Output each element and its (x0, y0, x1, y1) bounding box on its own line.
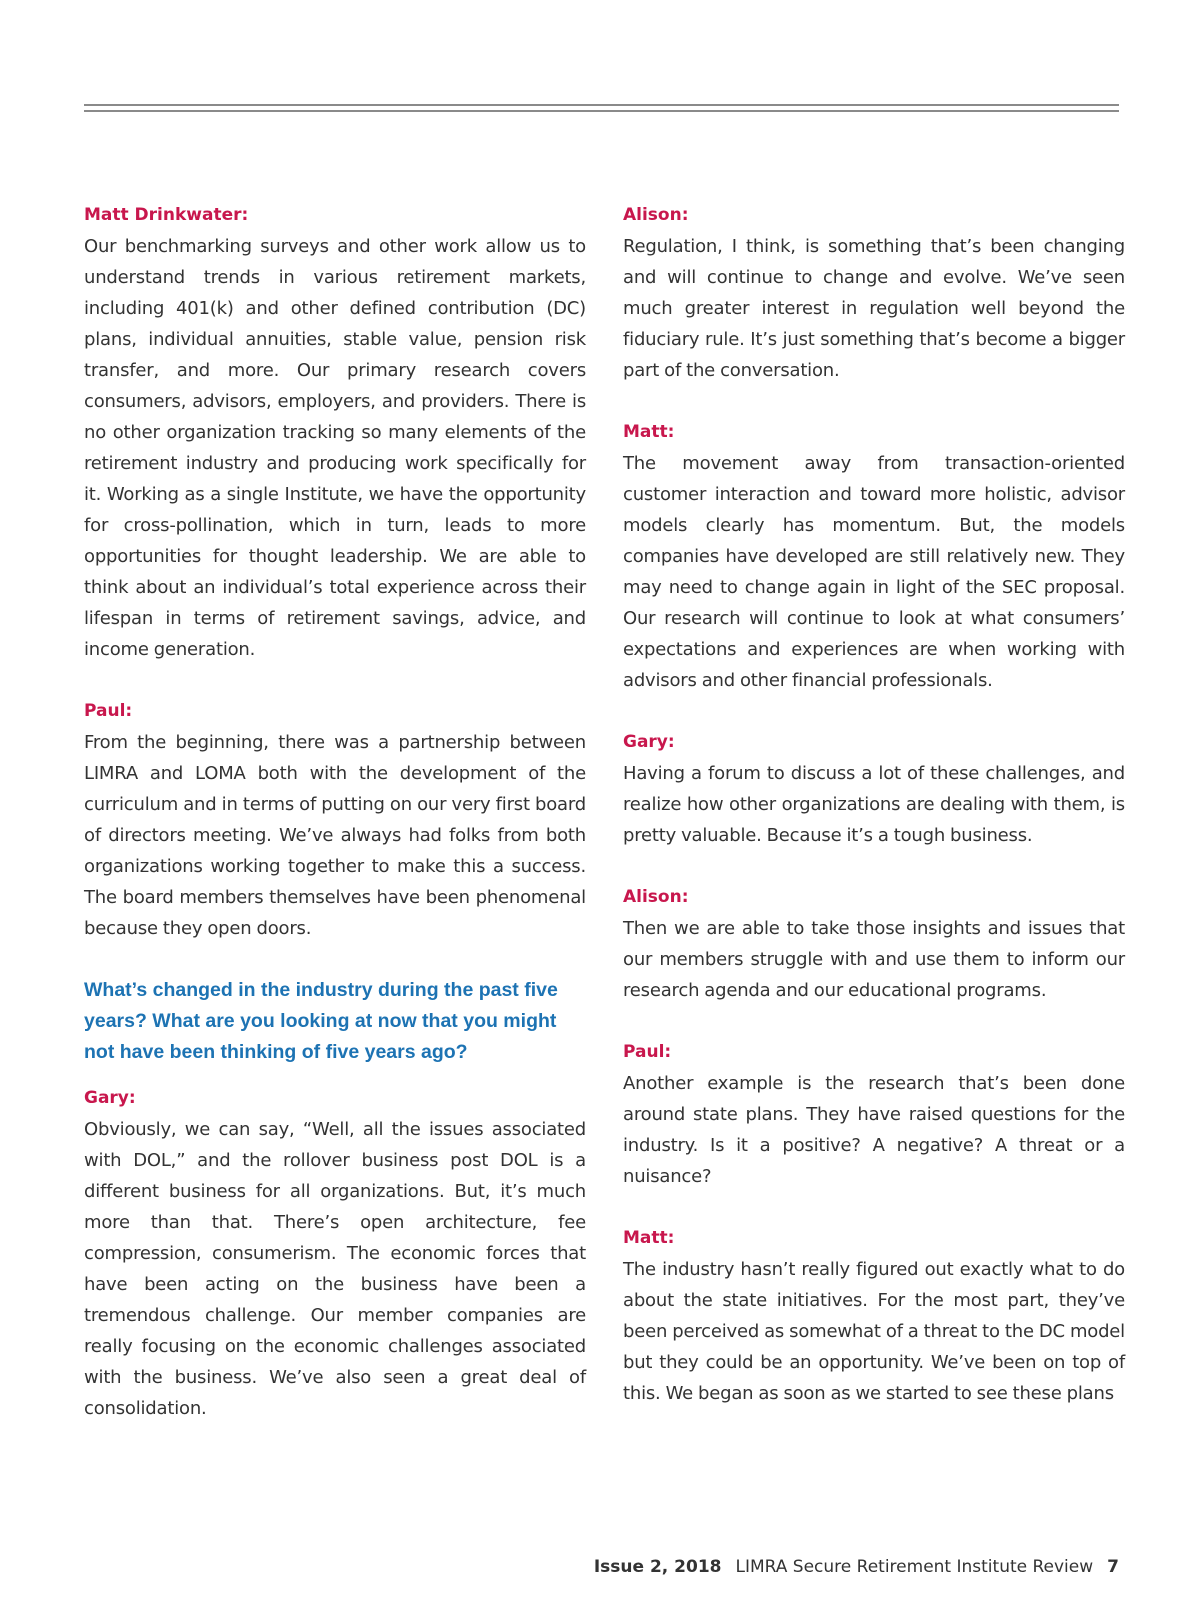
header-rule-bottom (84, 110, 1119, 112)
dialogue-block (623, 882, 1125, 1006)
dialogue-text: Another example is the research that’s been done around state plans. They have raised questions for the industry. Is it a positive? A negative? A threat or a nuisance? (623, 1073, 1125, 1187)
dialogue-block (623, 200, 1125, 386)
speaker-name: Alison: (623, 205, 689, 225)
left-column (84, 200, 586, 1455)
dialogue-text: Having a forum to discuss a lot of these challenges, and realize how other organizations are dealing with them, is pretty valuable. Because it’s a tough business. (623, 763, 1125, 846)
dialogue-block (623, 727, 1125, 851)
dialogue-text: The industry hasn’t really figured out exactly what to do about the state initiatives. For the most part, they’ve been perceived as somewhat of a threat to the DC model but they could be an opportunity. We’ve been on top of this. We began as soon as we started to see these plans (623, 1259, 1125, 1404)
dialogue-text: Regulation, I think, is something that’s been changing and will continue to change and evolve. We’ve seen much greater interest in regulation well beyond the fiduciary rule. It’s just something that’s become a bigger part of the conversation. (623, 236, 1125, 381)
dialogue-block (84, 1083, 586, 1424)
dialogue-block (623, 1223, 1125, 1409)
right-column (623, 200, 1125, 1440)
footer-issue: Issue 2, 2018 (593, 1557, 722, 1577)
dialogue-block (84, 200, 586, 665)
speaker-name: Matt Drinkwater: (84, 205, 249, 225)
dialogue-block (623, 417, 1125, 696)
speaker-name: Matt: (623, 422, 675, 442)
dialogue-block (84, 696, 586, 944)
dialogue-text: Our benchmarking surveys and other work allow us to understand trends in various retirement markets, including 401(k) and other defined contribution (DC) plans, individual annuities, stable value, pension risk transfer, and more. Our primary research covers consumers, advisors, employers, and providers. There is no other organization tracking so many elements of the retirement industry and producing work specifically for it. Working as a single Institute, we have the opportunity for cross-pollination, which in turn, leads to more opportunities for thought leadership. We are able to think about an individual’s total experience across their lifespan in terms of retirement savings, advice, and income generation. (84, 236, 586, 660)
speaker-name: Paul: (84, 701, 133, 721)
dialogue-text: Obviously, we can say, “Well, all the issues associated with DOL,” and the rollover business post DOL is a different business for all organizations. But, it’s much more than that. There’s open architecture, fee compression, consumerism. The economic forces that have been acting on the business have been a tremendous challenge. Our member companies are really focusing on the economic challenges associated with the business. We’ve also seen a great deal of consolidation. (84, 1119, 586, 1419)
speaker-name: Gary: (623, 732, 675, 752)
speaker-name: Alison: (623, 887, 689, 907)
page-number: 7 (1107, 1557, 1119, 1577)
dialogue-text: Then we are able to take those insights and issues that our members struggle with and use them to inform our research agenda and our educational programs. (623, 918, 1125, 1001)
page-footer (594, 1555, 1119, 1579)
dialogue-block (623, 1037, 1125, 1192)
speaker-name: Gary: (84, 1088, 136, 1108)
speaker-name: Matt: (623, 1228, 675, 1248)
dialogue-text: The movement away from transaction-oriented customer interaction and toward more holistic, advisor models clearly has momentum. But, the models companies have developed are still relatively new. They may need to change again in light of the SEC proposal. Our research will continue to look at what consumers’ expectations and experiences are when working with advisors and other financial professionals. (623, 453, 1125, 691)
speaker-name: Paul: (623, 1042, 672, 1062)
footer-publication: LIMRA Secure Retirement Institute Review (735, 1557, 1094, 1577)
interview-question: What’s changed in the industry during the past five years? What are you looking at now that you might not have been thinking of five years ago? (84, 979, 558, 1063)
header-rule-top (84, 104, 1119, 106)
dialogue-text: From the beginning, there was a partnership between LIMRA and LOMA both with the development of the curriculum and in terms of putting on our very first board of directors meeting. We’ve always had folks from both organizations working together to make this a success. The board members themselves have been phenomenal because they open doors. (84, 732, 586, 939)
